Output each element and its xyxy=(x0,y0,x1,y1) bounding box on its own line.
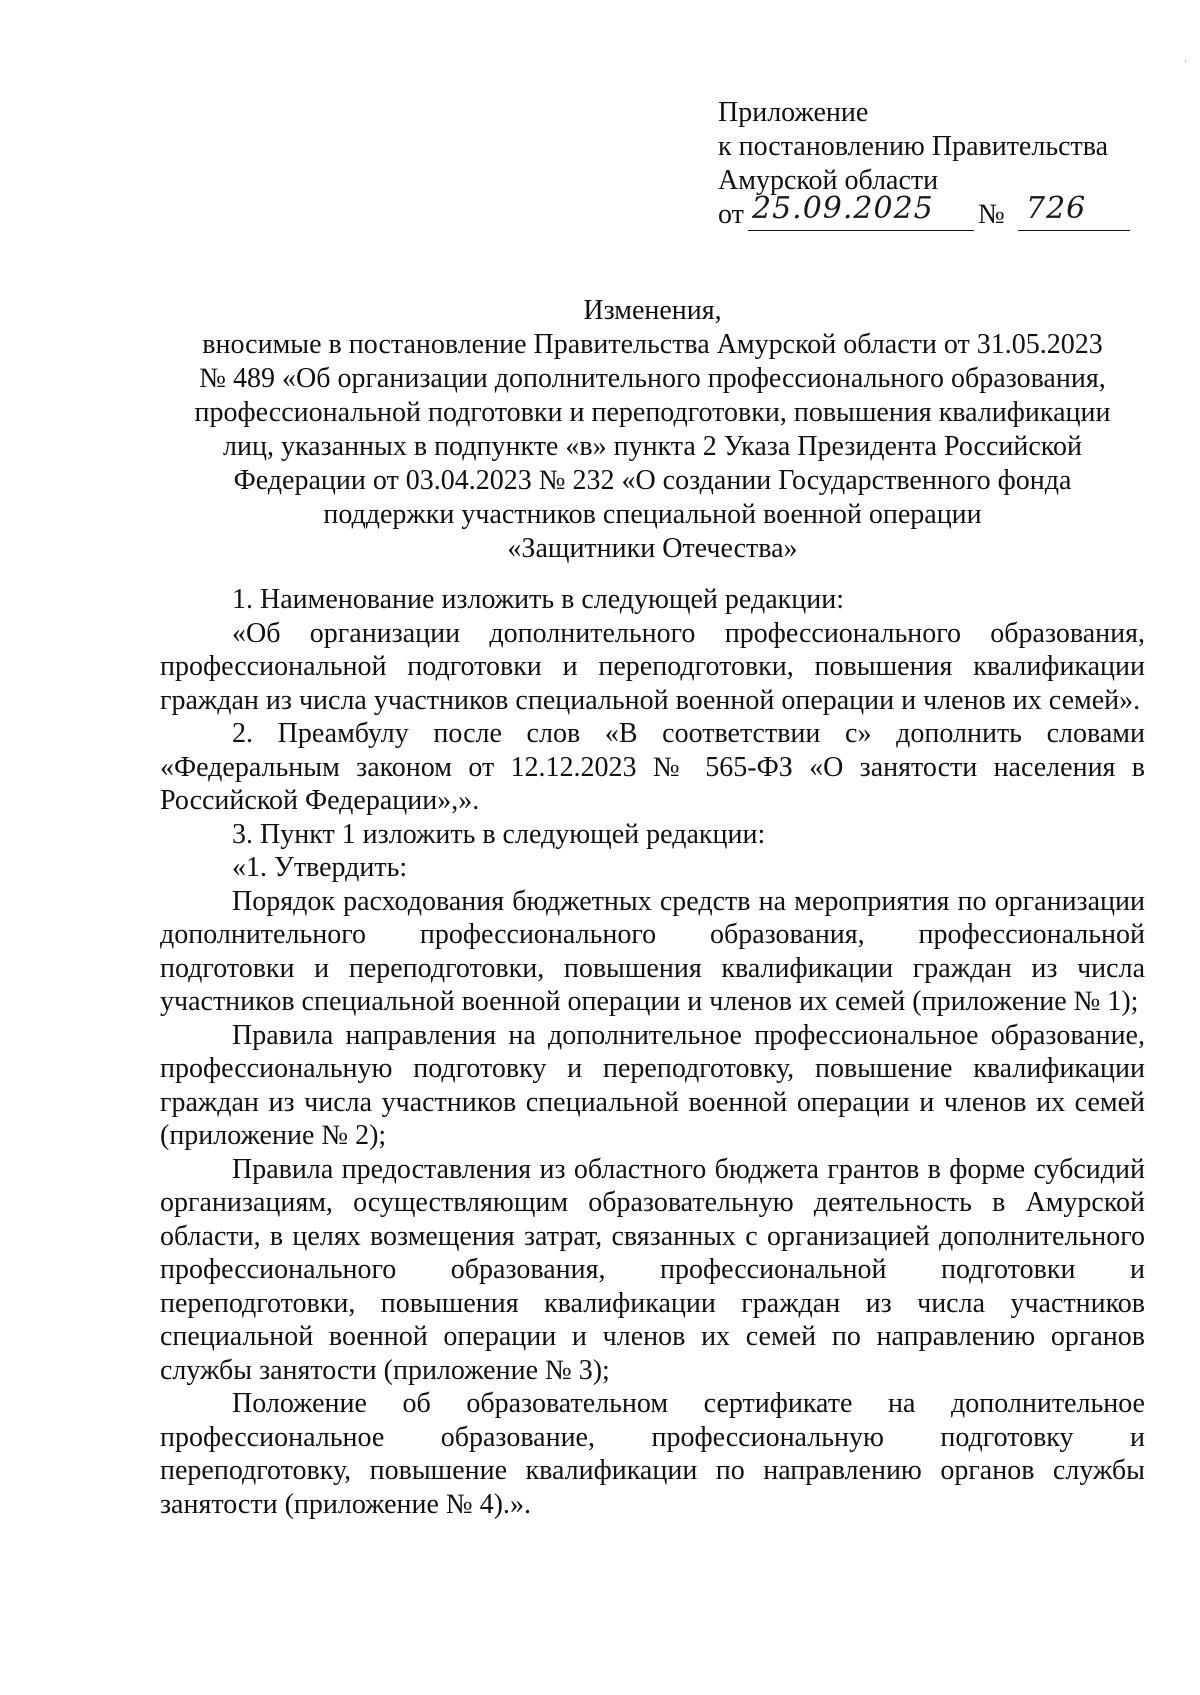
paragraph-item-2: 2. Преамбулу после слов «В соответствии с» дополнить словами «Федеральным законом от 12.12.2023 № 565-ФЗ «О занятости населения в Российской Федерации»,». xyxy=(160,718,1145,816)
paragraph-procedure: Порядок расходования бюджетных средств на мероприятия по организации дополнительного профессионального образования, профессиональной подготовки и переподготовки, повышения квалификации граждан из числа участников специальной военной операции и членов их семей (приложение № 1); xyxy=(160,885,1145,1017)
date-underline xyxy=(748,230,974,231)
paragraph-item-3: 3. Пункт 1 изложить в следующей редакции: xyxy=(232,818,766,850)
title-line: поддержки участников специальной военной операции xyxy=(323,499,982,530)
document-body xyxy=(160,583,1145,1521)
title-line: вносимые в постановление Правительства Амурской области от 31.05.2023 xyxy=(202,329,1103,360)
number-underline xyxy=(1018,230,1130,231)
handwritten-number: 726 xyxy=(1026,191,1087,226)
paragraph-approve: «1. Утвердить: xyxy=(232,852,408,883)
approval-line-2: к постановлению Правительства xyxy=(718,131,1109,162)
approval-line-3: Амурской области xyxy=(718,165,939,196)
paragraph-certificate-regulation: Положение об образовательном сертификате на дополнительное профессиональное образование, профессиональную подготовку и переподготовку, повышение квалификации по направлению органов службы занятости (приложение № 4).». xyxy=(160,1388,1145,1520)
date-prefix: от xyxy=(718,199,744,230)
number-prefix: № xyxy=(978,199,1005,230)
paragraph-item-1: 1. Наименование изложить в следующей редакции: xyxy=(232,584,844,615)
title-line: «Защитники Отечества» xyxy=(507,533,798,564)
title-line: № 489 «Об организации дополнительного профессионального образования, xyxy=(199,363,1106,394)
document-title xyxy=(160,294,1145,566)
title-line: Федерации от 03.04.2023 № 232 «О создании Государственного фонда xyxy=(233,465,1072,496)
approval-date-number-row xyxy=(718,191,1138,238)
paragraph-grant-rules: Правила предоставления из областного бюджета грантов в форме субсидий организациям, осуществляющим образовательную деятельность в Амурской области, в целях возмещения затрат, связанных с организацией дополнительного профессионального образования, профессиональной подготовки и переподготовки, повышения квалификации граждан из числа участников специальной военной операции и членов их семей по направлению органов службы занятости (приложение № 3); xyxy=(160,1153,1145,1386)
handwritten-date: 25.09.2025 xyxy=(752,191,934,226)
title-heading: Изменения, xyxy=(583,295,722,326)
approval-stamp-block xyxy=(718,96,1138,238)
paragraph-new-name: «Об организации дополнительного профессионального образования, профессиональной подготовки и переподготовки, повышения квалификации граждан из числа участников специальной военной операции и членов их семей». xyxy=(160,617,1145,716)
title-line: лиц, указанных в подпункте «в» пункта 2 Указа Президента Российской xyxy=(223,431,1082,462)
title-line: профессиональной подготовки и переподготовки, повышения квалификации xyxy=(194,397,1111,428)
approval-line-1: Приложение xyxy=(718,97,869,128)
paragraph-referral-rules: Правила направления на дополнительное профессиональное образование, профессиональную подготовку и переподготовку, повышение квалификации граждан из числа участников специальной военной операции и членов их семей (приложение № 2); xyxy=(160,1019,1145,1151)
scan-speck xyxy=(1185,60,1186,62)
